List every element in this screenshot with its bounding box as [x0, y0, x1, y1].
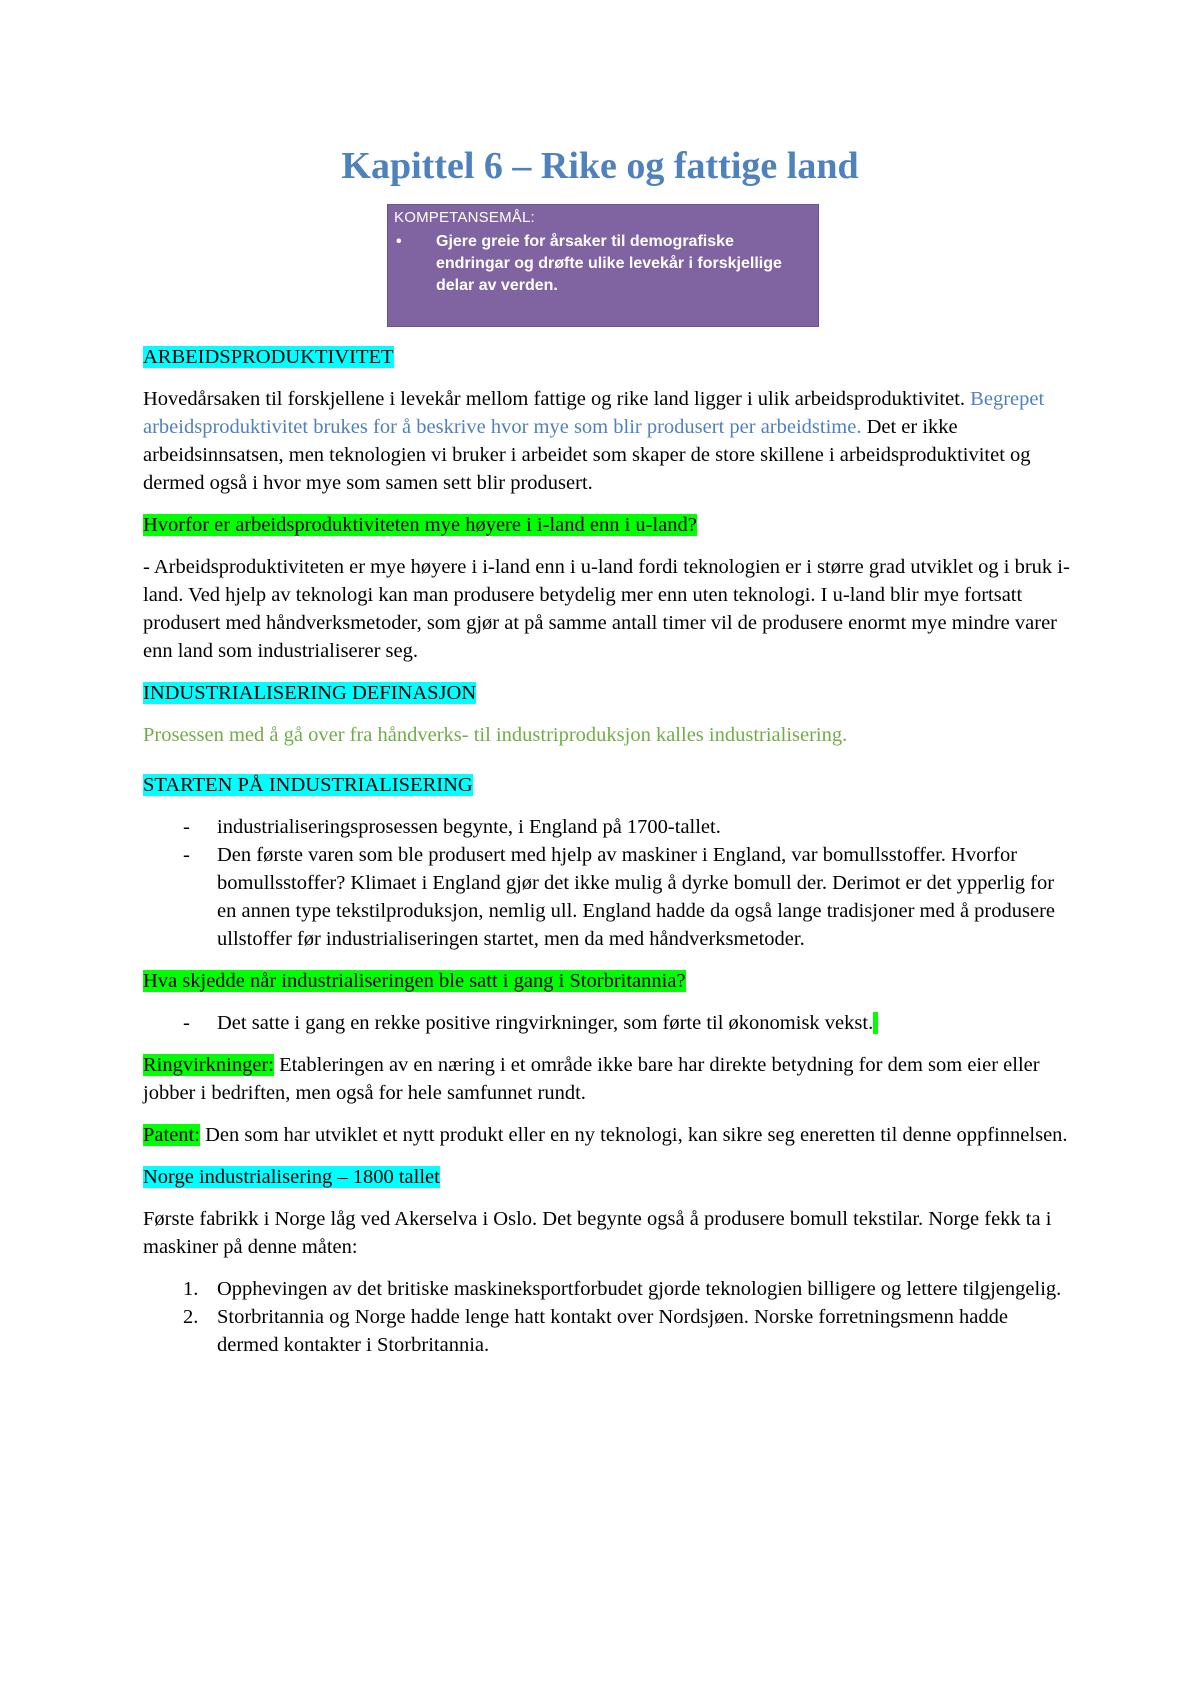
- question-text: Hva skjedde når industrialiseringen ble satt i gang i Storbritannia?: [143, 970, 686, 992]
- page-title: Kapittel 6 – Rike og fattige land: [341, 145, 859, 187]
- list-item-text: Storbritannia og Norge hadde lenge hatt kontakt over Nordsjøen. Norske forretningsmenn hadde dermed kontakter i Storbritannia.: [217, 1306, 1008, 1356]
- dash-marker: -: [183, 1012, 190, 1034]
- paragraph-text: Det er ikke arbeidsinnsatsen, men teknologien vi bruker i arbeidet som skaper de store skillene i arbeidsproduktivitet og dermed også i hvor mye som samen sett blir produsert.: [143, 416, 1031, 494]
- section-heading-industrialisering-definasjon: [143, 679, 1073, 707]
- paragraph-norge: Første fabrikk i Norge låg ved Akerselva i Oslo. Det begynte også å produsere bomull tekstilar. Norge fekk ta i maskiner på denne måten:: [143, 1208, 1052, 1258]
- kompetansemal-item: [394, 231, 806, 297]
- list-item: [143, 1303, 1073, 1359]
- term-definition: Etableringen av en næring i et område ikke bare har direkte betydning for dem som eier eller jobber i bedriften, men også for hele samfunnet rundt.: [143, 1054, 1040, 1104]
- list-item: [143, 841, 1073, 953]
- list-item-text: Den første varen som ble produsert med hjelp av maskiner i England, var bomullsstoffer. Hvorfor bomullsstoffer? Klimaet i England gjør det ikke mulig å dyrke bomull der. Derimot er det ypperlig for en annen type tekstilproduksjon, nemlig ull. England hadde da også lange tradisjoner med å produsere ullstoffer før industrialiseringen startet, men da med håndverksmetoder.: [217, 844, 1055, 950]
- section-heading-hva-skjedde: [143, 967, 1073, 995]
- paragraph-definasjon: Prosessen med å gå over fra håndverks- til industriproduksjon kalles industrialisering.: [143, 724, 848, 746]
- term-patent: Patent:: [143, 1124, 200, 1146]
- list-item-text: industrialiseringsprosessen begynte, i England på 1700-tallet.: [217, 816, 721, 838]
- list-item-text: Opphevingen av det britiske maskineksportforbudet gjorde teknologien billigere og lettere tilgjengelig.: [217, 1278, 1062, 1300]
- highlight-marker: [873, 1012, 878, 1034]
- document-body: [143, 343, 1073, 1373]
- hva-list: [143, 1009, 1073, 1037]
- term-definition: Den som har utviklet et nytt produkt eller en ny teknologi, kan sikre seg eneretten til denne oppfinnelsen.: [199, 1124, 1068, 1146]
- kompetansemal-box: [387, 204, 819, 327]
- section-heading-norge: [143, 1163, 1073, 1191]
- list-number: 1.: [183, 1278, 199, 1300]
- kompetansemal-text: Gjere greie for årsaker til demografiske endringar og drøfte ulike levekår i forskjellige delar av verden.: [436, 233, 782, 294]
- list-item: [143, 1275, 1073, 1303]
- paragraph-patent: [143, 1121, 1073, 1149]
- section-heading-arbeidsproduktivitet: [143, 343, 1073, 371]
- paragraph-arbeidsproduktivitet: [143, 385, 1073, 497]
- norge-list: [143, 1275, 1073, 1359]
- heading-text: ARBEIDSPRODUKTIVITET: [143, 346, 394, 368]
- section-heading-hvorfor: [143, 511, 1073, 539]
- term-ringvirkninger: Ringvirkninger:: [143, 1054, 274, 1076]
- question-text: Hvorfor er arbeidsproduktiviteten mye høyere i i-land enn i u-land?: [143, 514, 697, 536]
- definition-text: Begrepet arbeidsproduktivitet brukes for å beskrive hvor mye som blir produsert per arbeidstime.: [143, 388, 1045, 438]
- heading-text: Norge industrialisering – 1800 tallet: [143, 1166, 440, 1188]
- paragraph-hvorfor: - Arbeidsproduktiviteten er mye høyere i i-land enn i u-land fordi teknologien er i større grad utviklet og i bruk i-land. Ved hjelp av teknologi kan man produsere betydelig mer enn uten teknologi. I u-land blir mye fortsatt produsert med håndverksmetoder, som gjør at på samme antall timer vil de produsere enormt mye mindre varer enn land som industrialiserer seg.: [143, 556, 1070, 662]
- list-item-text: [217, 1009, 1073, 1037]
- paragraph-ringvirkninger: [143, 1051, 1073, 1107]
- heading-text: STARTEN PÅ INDUSTRIALISERING: [143, 774, 473, 796]
- dash-marker: -: [183, 844, 190, 866]
- paragraph-text: Hovedårsaken til forskjellene i levekår mellom fattige og rike land ligger i ulik arbeidsproduktivitet.: [143, 388, 971, 410]
- dash-marker: -: [183, 816, 190, 838]
- list-number: 2.: [183, 1306, 199, 1328]
- list-item: [143, 1009, 1073, 1037]
- starten-list: [143, 813, 1073, 953]
- list-item: [143, 813, 1073, 841]
- kompetansemal-heading: KOMPETANSEMÅL:: [394, 209, 535, 226]
- list-item-content: Det satte i gang en rekke positive ringvirkninger, som førte til økonomisk vekst.: [217, 1012, 874, 1034]
- bullet-icon: •: [396, 233, 402, 250]
- heading-text: INDUSTRIALISERING DEFINASJON: [143, 682, 477, 704]
- section-heading-starten: [143, 771, 1073, 799]
